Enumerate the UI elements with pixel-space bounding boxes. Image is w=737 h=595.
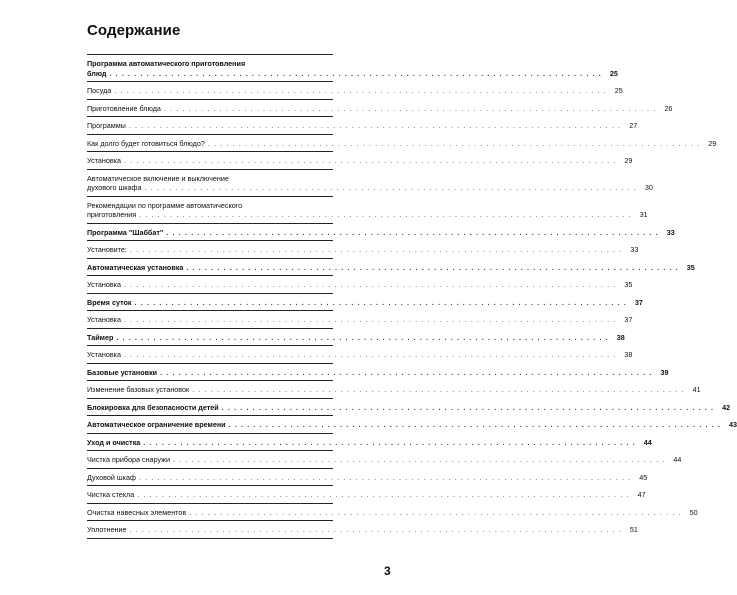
- toc-entry-line: [87, 455, 682, 465]
- toc-entry-title: Установите:: [87, 245, 127, 254]
- toc-entry-page: 25: [614, 86, 623, 95]
- toc-entry-line: [87, 525, 638, 535]
- toc-entry-line: [87, 262, 695, 273]
- toc-entry-page: 43: [729, 420, 737, 429]
- toc-entry-title: Очистка навесных элементов: [87, 507, 187, 517]
- dot-leader: . . . . . . . . . . . . . . . . . . . . . . . . . . . . . . . . . . . . . . . . . . . . . . . . . . . . . . . . . . . . . . . . . . . . . . . . . . . . . . . .: [143, 437, 636, 447]
- toc-entry: [87, 329, 625, 347]
- toc-entry-page: 37: [634, 297, 643, 307]
- dot-leader: . . . . . . . . . . . . . . . . . . . . . . . . . . . . . . . . . . . . . . . . . . . . . . . . . . . . . . . . . . . . . . . . . . . . . . . . . . . . . . . .: [144, 183, 637, 192]
- dot-leader: . . . . . . . . . . . . . . . . . . . . . . . . . . . . . . . . . . . . . . . . . . . . . . . . . . . . . . . . . . . . . . . . . . . . . . . . . . . . . . . .: [134, 297, 627, 307]
- toc-entry-title: Посуда: [87, 86, 112, 95]
- dot-leader: . . . . . . . . . . . . . . . . . . . . . . . . . . . . . . . . . . . . . . . . . . . . . . . . . . . . . . . . . . . . . . . . . . . . . . . . . . . . . . . .: [138, 472, 632, 482]
- toc-entry: [87, 364, 669, 382]
- page-number: 3: [384, 564, 391, 578]
- toc-entry-page: 39: [660, 367, 669, 377]
- toc-entry: [87, 346, 633, 364]
- toc-entry-title: Чистка прибора снаружи: [87, 455, 170, 464]
- dot-leader: . . . . . . . . . . . . . . . . . . . . . . . . . . . . . . . . . . . . . . . . . . . . . . . . . . . . . . . . . . . . . . . . . . . . . . . . . . . . . . . .: [123, 280, 617, 289]
- toc-entry-line: [87, 315, 633, 325]
- toc-entry: [87, 170, 653, 197]
- toc-entry: [87, 55, 618, 82]
- toc-entry-page: 35: [624, 280, 633, 289]
- toc-entry-page: 47: [637, 490, 646, 499]
- toc-entry-line: [87, 490, 646, 500]
- dot-leader: . . . . . . . . . . . . . . . . . . . . . . . . . . . . . . . . . . . . . . . . . . . . . . . . . . . . . . . . . . . . . . . . . . . . . . . . . . . . . . . .: [123, 156, 617, 165]
- toc-entry-title: Уход и очистка: [87, 437, 141, 447]
- toc-entry-line: [87, 420, 737, 430]
- toc-entry-page: 42: [722, 402, 731, 412]
- dot-leader: . . . . . . . . . . . . . . . . . . . . . . . . . . . . . . . . . . . . . . . . . . . . . . . . . . . . . . . . . . . . . . . . . . . . . . . . . . . . . . . .: [221, 402, 715, 412]
- toc-entry-line: [87, 103, 673, 114]
- toc-entry-line: [87, 350, 633, 360]
- toc-entry-title: блюд: [87, 68, 107, 78]
- toc-entry-title: Приготовление блюда: [87, 103, 161, 113]
- dot-leader: . . . . . . . . . . . . . . . . . . . . . . . . . . . . . . . . . . . . . . . . . . . . . . . . . . . . . . . . . . . . . . . . . . . . . . . . . . . . . . . .: [114, 86, 607, 95]
- toc-entry-page: 37: [624, 315, 633, 324]
- toc-entry-heading: Рекомендации по программе автоматического: [87, 200, 243, 210]
- toc-entry: [87, 434, 652, 452]
- toc-entry: [87, 224, 675, 242]
- toc-entry: [87, 117, 638, 135]
- toc-entry: [87, 504, 698, 522]
- toc-entry: [87, 486, 646, 504]
- dot-leader: . . . . . . . . . . . . . . . . . . . . . . . . . . . . . . . . . . . . . . . . . . . . . . . . . . . . . . . . . . . . . . . . . . . . . . . . . . . . . . . .: [186, 262, 679, 272]
- toc-entry-title: Установка: [87, 350, 121, 359]
- dot-leader: . . . . . . . . . . . . . . . . . . . . . . . . . . . . . . . . . . . . . . . . . . . . . . . . . . . . . . . . . . . . . . . . . . . . . . . . . . . . . . . .: [109, 68, 602, 78]
- dot-leader: . . . . . . . . . . . . . . . . . . . . . . . . . . . . . . . . . . . . . . . . . . . . . . . . . . . . . . . . . . . . . . . . . . . . . . . . . . . . . . . .: [123, 315, 617, 324]
- toc-entry-title: Установка: [87, 156, 121, 165]
- dot-leader: . . . . . . . . . . . . . . . . . . . . . . . . . . . . . . . . . . . . . . . . . . . . . . . . . . . . . . . . . . . . . . . . . . . . . . . . . . . . . . . .: [128, 121, 622, 130]
- toc-entry-page: 25: [609, 68, 618, 78]
- toc-entry-title: Изменение базовых установок: [87, 385, 190, 394]
- toc-entry-line: [87, 86, 623, 96]
- toc-entry-title: приготовления: [87, 210, 137, 219]
- table-of-contents: [87, 54, 737, 539]
- dot-leader: . . . . . . . . . . . . . . . . . . . . . . . . . . . . . . . . . . . . . . . . . . . . . . . . . . . . . . . . . . . . . . . . . . . . . . . . . . . . . . . .: [160, 367, 653, 377]
- toc-entry-title: Установка: [87, 280, 121, 289]
- toc-entry-title: Автоматическое ограничение времени: [87, 420, 226, 429]
- dot-leader: . . . . . . . . . . . . . . . . . . . . . . . . . . . . . . . . . . . . . . . . . . . . . . . . . . . . . . . . . . . . . . . . . . . . . . . . . . . . . . . .: [137, 490, 630, 499]
- toc-entry-line: [87, 138, 717, 149]
- toc-entry-line: [87, 280, 633, 290]
- toc-entry-line: [87, 121, 638, 131]
- toc-entry: [87, 100, 673, 118]
- toc-entry: [87, 294, 643, 312]
- dot-leader: . . . . . . . . . . . . . . . . . . . . . . . . . . . . . . . . . . . . . . . . . . . . . . . . . . . . . . . . . . . . . . . . . . . . . . . . . . . . . . . .: [163, 103, 657, 113]
- toc-entry-page: 31: [639, 210, 648, 219]
- toc-entry-page: 38: [624, 350, 633, 359]
- toc-entry-line: [87, 245, 639, 255]
- toc-entry: [87, 259, 695, 277]
- toc-entry-title: Программа "Шаббат": [87, 227, 164, 237]
- toc-entry-page: 45: [639, 472, 648, 482]
- toc-entry-line: [87, 183, 653, 193]
- toc-entry-line: [87, 68, 618, 79]
- toc-entry-page: 38: [616, 332, 625, 342]
- toc-entry: [87, 469, 648, 487]
- toc-entry: [87, 82, 623, 100]
- toc-entry-line: [87, 472, 648, 483]
- toc-entry: [87, 416, 737, 434]
- toc-entry-page: 41: [692, 385, 701, 394]
- toc-entry-line: [87, 437, 652, 448]
- toc-entry-title: Установка: [87, 315, 121, 324]
- toc-entry: [87, 521, 638, 539]
- toc-entry-title: Автоматическая установка: [87, 262, 184, 272]
- toc-entry-page: 33: [630, 245, 639, 254]
- toc-entry-page: 30: [644, 183, 653, 192]
- toc-entry-title: Программы: [87, 121, 126, 130]
- toc-entry-title: Чистка стекла: [87, 490, 135, 499]
- toc-entry-page: 29: [708, 138, 717, 148]
- toc-entry-line: [87, 297, 643, 308]
- toc-entry-page: 29: [624, 156, 633, 165]
- toc-entry: [87, 135, 717, 153]
- toc-entry-heading: Автоматическое включение и выключение: [87, 173, 229, 183]
- dot-leader: . . . . . . . . . . . . . . . . . . . . . . . . . . . . . . . . . . . . . . . . . . . . . . . . . . . . . . . . . . . . . . . . . . . . . . . . . . . . . . . .: [129, 525, 622, 534]
- dot-leader: . . . . . . . . . . . . . . . . . . . . . . . . . . . . . . . . . . . . . . . . . . . . . . . . . . . . . . . . . . . . . . . . . . . . . . . . . . . . . . . .: [192, 385, 685, 394]
- toc-entry-line: [87, 227, 675, 238]
- toc-entry: [87, 399, 731, 417]
- toc-entry: [87, 197, 648, 224]
- toc-entry-page: 27: [629, 121, 638, 130]
- dot-leader: . . . . . . . . . . . . . . . . . . . . . . . . . . . . . . . . . . . . . . . . . . . . . . . . . . . . . . . . . . . . . . . . . . . . . . . . . . . . . . . .: [189, 507, 682, 517]
- toc-entry-page: 50: [689, 507, 698, 517]
- toc-entry: [87, 311, 633, 329]
- dot-leader: . . . . . . . . . . . . . . . . . . . . . . . . . . . . . . . . . . . . . . . . . . . . . . . . . . . . . . . . . . . . . . . . . . . . . . . . . . . . . . . .: [139, 210, 632, 219]
- toc-entry-title: Блокировка для безопасности детей: [87, 402, 219, 412]
- toc-entry-line: [87, 385, 701, 395]
- toc-entry-title: Духовой шкаф: [87, 472, 136, 482]
- toc-entry-heading: Программа автоматического приготовления: [87, 59, 246, 68]
- toc-entry-title: Базовые установки: [87, 367, 158, 377]
- dot-leader: . . . . . . . . . . . . . . . . . . . . . . . . . . . . . . . . . . . . . . . . . . . . . . . . . . . . . . . . . . . . . . . . . . . . . . . . . . . . . . . .: [116, 332, 609, 342]
- toc-entry-page: 44: [673, 455, 682, 464]
- toc-entry: [87, 152, 633, 170]
- toc-entry-title: Таймер: [87, 332, 114, 342]
- dot-leader: . . . . . . . . . . . . . . . . . . . . . . . . . . . . . . . . . . . . . . . . . . . . . . . . . . . . . . . . . . . . . . . . . . . . . . . . . . . . . . . .: [129, 245, 623, 254]
- toc-entry: [87, 241, 639, 259]
- toc-entry-line: [87, 402, 731, 413]
- toc-entry-title: Как долго будет готовиться блюдо?: [87, 138, 205, 148]
- toc-entry-line: [87, 332, 625, 343]
- toc-entry-line: [87, 156, 633, 166]
- toc-entry-line: [87, 210, 648, 220]
- toc-entry-title: Уплотнение: [87, 525, 127, 534]
- toc-entry-line: [87, 367, 669, 378]
- toc-entry-page: 33: [666, 227, 675, 237]
- page-title: Содержание: [87, 22, 181, 39]
- dot-leader: . . . . . . . . . . . . . . . . . . . . . . . . . . . . . . . . . . . . . . . . . . . . . . . . . . . . . . . . . . . . . . . . . . . . . . . . . . . . . . . .: [166, 227, 659, 237]
- toc-entry-title: Время суток: [87, 297, 132, 307]
- toc-entry-page: 44: [643, 437, 652, 447]
- toc-entry-page: 26: [664, 103, 673, 113]
- dot-leader: . . . . . . . . . . . . . . . . . . . . . . . . . . . . . . . . . . . . . . . . . . . . . . . . . . . . . . . . . . . . . . . . . . . . . . . . . . . . . . . .: [207, 138, 701, 148]
- toc-entry-title: духового шкафа: [87, 183, 142, 192]
- dot-leader: . . . . . . . . . . . . . . . . . . . . . . . . . . . . . . . . . . . . . . . . . . . . . . . . . . . . . . . . . . . . . . . . . . . . . . . . . . . . . . . .: [228, 420, 722, 429]
- toc-entry-line: [87, 507, 698, 518]
- toc-entry: [87, 276, 633, 294]
- toc-entry: [87, 451, 682, 469]
- toc-entry-page: 35: [686, 262, 695, 272]
- toc-entry-page: 51: [629, 525, 638, 534]
- toc-entry: [87, 381, 701, 399]
- dot-leader: . . . . . . . . . . . . . . . . . . . . . . . . . . . . . . . . . . . . . . . . . . . . . . . . . . . . . . . . . . . . . . . . . . . . . . . . . . . . . . . .: [172, 455, 666, 464]
- dot-leader: . . . . . . . . . . . . . . . . . . . . . . . . . . . . . . . . . . . . . . . . . . . . . . . . . . . . . . . . . . . . . . . . . . . . . . . . . . . . . . . .: [123, 350, 617, 359]
